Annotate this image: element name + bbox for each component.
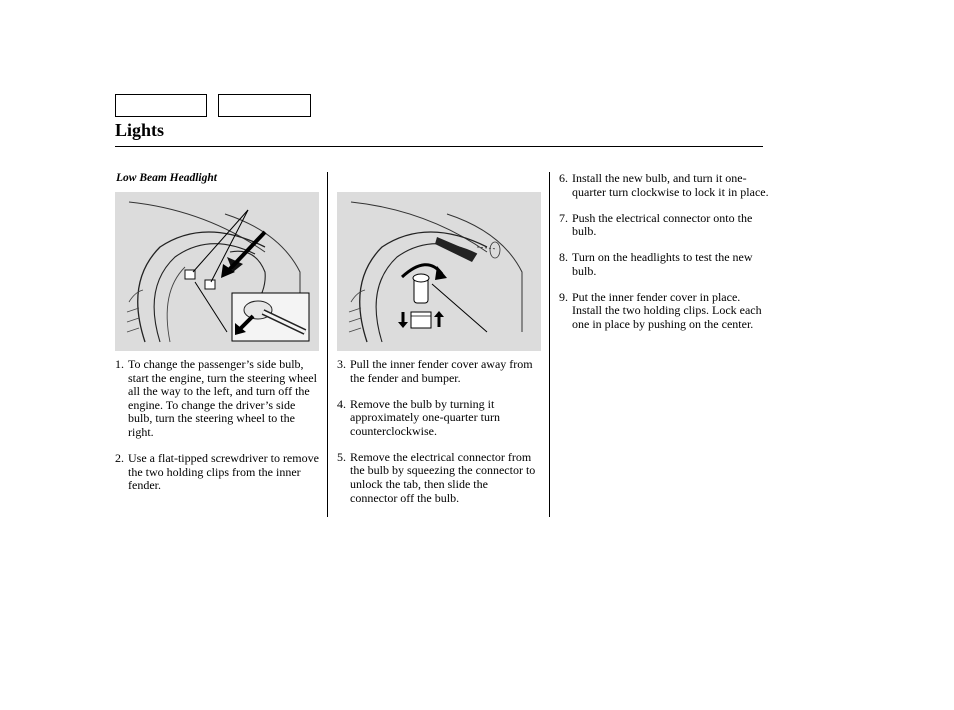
subheading: Low Beam Headlight (116, 172, 217, 184)
steps-column-1 (115, 358, 320, 505)
step-text: Push the electrical connector onto the bulb. (572, 210, 753, 239)
step-number: 1. (115, 357, 124, 371)
list-item (115, 452, 320, 493)
list-item (559, 251, 769, 278)
headlight-clip-removal-illustration (115, 192, 319, 351)
list-item (559, 291, 769, 332)
step-number: 3. (337, 357, 346, 371)
column-divider-2 (549, 172, 550, 517)
title-rule (115, 146, 763, 147)
step-text: Remove the electrical connector from the bulb by squeezing the connector to unlock the tab, then slide the connector off the bulb. (350, 449, 536, 505)
step-number: 6. (559, 171, 568, 185)
column-divider-1 (327, 172, 328, 517)
list-item (115, 358, 320, 440)
nav-tab-box-1[interactable] (115, 94, 207, 117)
step-number: 5. (337, 449, 346, 464)
step-text: Pull the inner fender cover away from the fender and bumper. (350, 357, 533, 385)
list-item (337, 398, 537, 439)
step-text: Use a flat-tipped screwdriver to remove the two holding clips from the inner fender. (128, 450, 319, 493)
step-text: Remove the bulb by turning it approximately one-quarter turn counterclockwise. (350, 396, 500, 438)
step-text: To change the passenger’s side bulb, start the engine, turn the steering wheel all the way to the left, and turn off the engine. To change the driver’s side bulb, turn the steering wheel to the right. (128, 357, 317, 439)
step-text: Put the inner fender cover in place. Install the two holding clips. Lock each one in place by pushing on the center. (572, 289, 762, 331)
headlight-bulb-removal-illustration (337, 192, 541, 351)
headlight-bulb-removal-icon (337, 192, 541, 351)
steps-column-3 (559, 172, 769, 344)
step-number: 2. (115, 450, 124, 465)
list-item (337, 451, 537, 505)
list-item (559, 212, 769, 239)
step-text: Turn on the headlights to test the new bulb. (572, 250, 753, 278)
steps-column-2 (337, 358, 537, 518)
step-number: 7. (559, 210, 568, 225)
list-item (337, 358, 537, 385)
page-title: Lights (115, 120, 165, 140)
step-number: 9. (559, 289, 568, 304)
step-number: 8. (559, 250, 568, 265)
list-item (559, 172, 769, 199)
nav-tab-box-2[interactable] (218, 94, 311, 117)
step-text: Install the new bulb, and turn it one-quarter turn clockwise to lock it in place. (572, 171, 769, 199)
step-number: 4. (337, 396, 346, 411)
headlight-clip-removal-icon (115, 192, 319, 351)
